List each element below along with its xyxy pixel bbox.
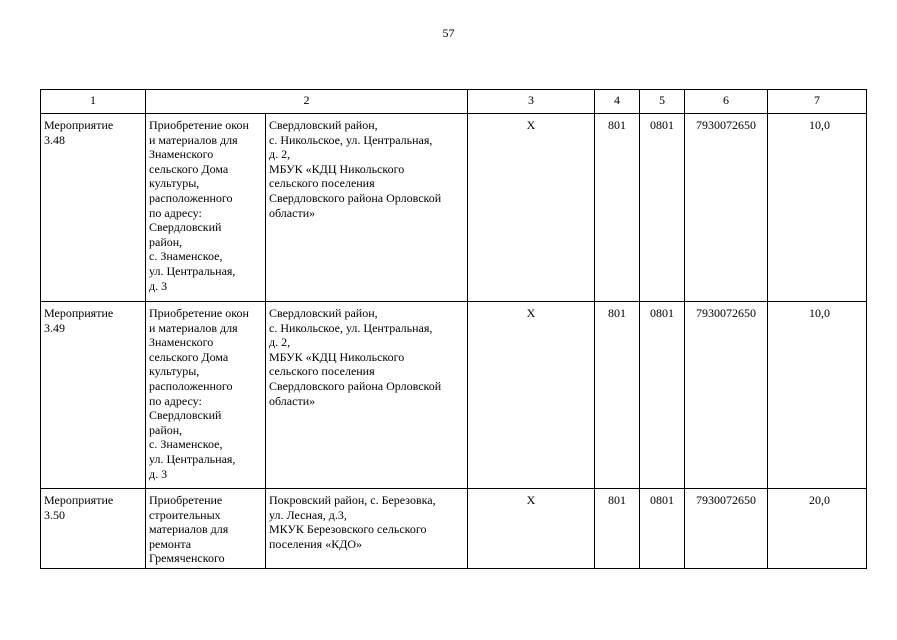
col3-cell: Х: [468, 489, 595, 569]
text-line: ул. Центральная,: [149, 451, 236, 466]
table-row: [41, 489, 867, 569]
text-line: Приобретение: [149, 493, 223, 507]
text-line: ремонта: [149, 536, 192, 551]
text-line: с. Знаменское,: [149, 437, 223, 452]
description-cell: [146, 489, 266, 569]
text-line: Свердловский район,: [269, 118, 378, 132]
header-cell: 3: [468, 90, 595, 114]
text-line: области»: [269, 205, 316, 220]
col5-cell: 0801: [640, 114, 685, 302]
text-line: Мероприятие: [44, 493, 114, 507]
description-cell: [146, 114, 266, 302]
text-line: культуры,: [149, 364, 200, 379]
text-line: Приобретение окон: [149, 306, 249, 320]
text-line: сельского Дома: [149, 161, 229, 176]
text-line: материалов для: [149, 522, 229, 537]
text-line: район,: [149, 422, 183, 437]
text-line: расположенного: [149, 378, 233, 393]
text-line: поселения «КДО»: [269, 536, 363, 551]
table-row: [41, 302, 867, 489]
col4-cell: 801: [595, 302, 640, 489]
header-cell: 4: [595, 90, 640, 114]
page-number: 57: [442, 26, 455, 40]
text-line: Покровский район, с. Березовка,: [269, 493, 436, 507]
text-line: строительных: [149, 507, 221, 522]
text-line: д. 2,: [269, 147, 291, 162]
col7-cell: 20,0: [768, 489, 867, 569]
text-line: 3.50: [44, 507, 65, 522]
text-line: д. 3: [149, 466, 168, 481]
event-cell: [41, 302, 146, 489]
text-line: д. 2,: [269, 335, 291, 350]
text-line: с. Никольское, ул. Центральная,: [269, 132, 433, 147]
table-row: [41, 114, 867, 302]
text-line: Мероприятие: [44, 306, 114, 320]
text-line: Свердловский: [149, 220, 222, 235]
budget-table: [40, 89, 867, 569]
text-line: с. Знаменское,: [149, 249, 223, 264]
text-line: культуры,: [149, 176, 200, 191]
col7-cell: 10,0: [768, 302, 867, 489]
text-line: район,: [149, 234, 183, 249]
text-line: по адресу:: [149, 205, 202, 220]
col6-cell: 7930072650: [685, 114, 768, 302]
description-cell: [146, 302, 266, 489]
text-line: ул. Лесная, д.3,: [269, 507, 347, 522]
text-line: 3.49: [44, 320, 65, 335]
col3-cell: Х: [468, 114, 595, 302]
header-cell: 6: [685, 90, 768, 114]
text-line: 3.48: [44, 132, 65, 147]
header-cell: 2: [146, 90, 468, 114]
text-line: сельского поселения: [269, 364, 375, 379]
col7-cell: 10,0: [768, 114, 867, 302]
event-cell: [41, 489, 146, 569]
text-line: расположенного: [149, 190, 233, 205]
col5-cell: 0801: [640, 489, 685, 569]
table-header-row: [41, 90, 867, 114]
address-cell: [266, 302, 468, 489]
col4-cell: 801: [595, 489, 640, 569]
text-line: и материалов для: [149, 132, 238, 147]
text-line: МКУК Березовского сельского: [269, 522, 427, 537]
text-line: д. 3: [149, 278, 168, 293]
header-cell: 7: [768, 90, 867, 114]
col3-cell: Х: [468, 302, 595, 489]
col5-cell: 0801: [640, 302, 685, 489]
text-line: МБУК «КДЦ Никольского: [269, 161, 405, 176]
text-line: сельского Дома: [149, 349, 229, 364]
text-line: области»: [269, 393, 316, 408]
text-line: Свердловского района Орловской: [269, 378, 442, 393]
text-line: Мероприятие: [44, 118, 114, 132]
text-line: МБУК «КДЦ Никольского: [269, 349, 405, 364]
text-line: Свердловский: [149, 408, 222, 423]
text-line: Знаменского: [149, 335, 214, 350]
text-line: Свердловского района Орловской: [269, 190, 442, 205]
col6-cell: 7930072650: [685, 302, 768, 489]
text-line: Гремяченского: [149, 551, 225, 566]
col4-cell: 801: [595, 114, 640, 302]
address-cell: [266, 489, 468, 569]
text-line: Свердловский район,: [269, 306, 378, 320]
event-cell: [41, 114, 146, 302]
text-line: Знаменского: [149, 147, 214, 162]
header-cell: 5: [640, 90, 685, 114]
text-line: по адресу:: [149, 393, 202, 408]
col6-cell: 7930072650: [685, 489, 768, 569]
header-cell: 1: [41, 90, 146, 114]
text-line: сельского поселения: [269, 176, 375, 191]
address-cell: [266, 114, 468, 302]
text-line: Приобретение окон: [149, 118, 249, 132]
text-line: и материалов для: [149, 320, 238, 335]
text-line: ул. Центральная,: [149, 263, 236, 278]
text-line: с. Никольское, ул. Центральная,: [269, 320, 433, 335]
